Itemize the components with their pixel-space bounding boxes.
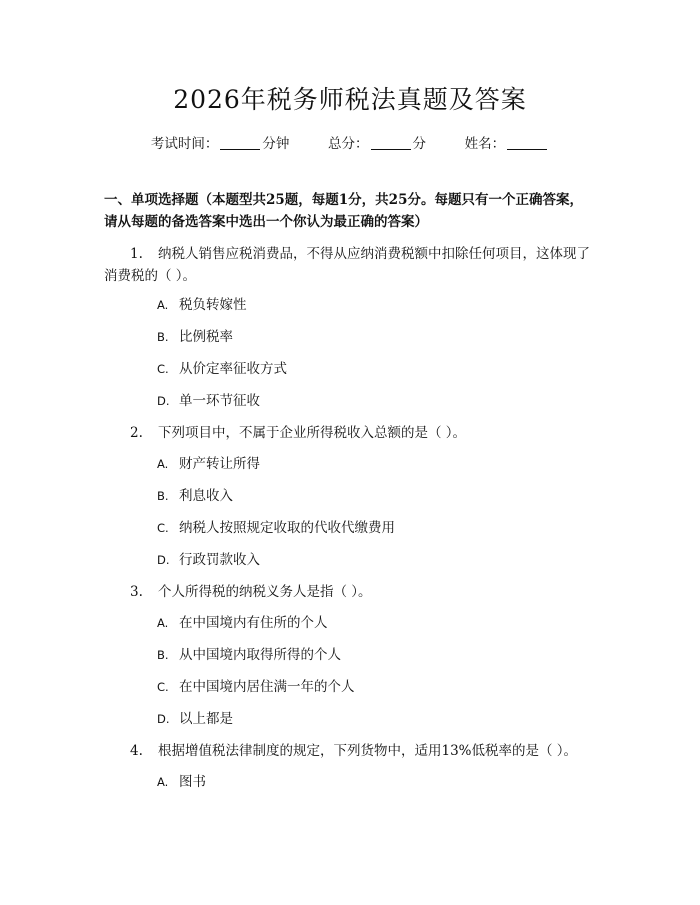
- question-2: [104, 422, 596, 444]
- question-1: [104, 243, 596, 287]
- option-letter: B.: [157, 489, 169, 503]
- option-text: 单一环节征收: [179, 393, 260, 409]
- option-letter: C.: [157, 521, 169, 535]
- question-text: 下列项目中，不属于企业所得税收入总额的是（ ）。: [158, 425, 467, 441]
- question-2-option-c: [157, 518, 395, 538]
- question-text: 纳税人销售应税消费品，不得从应纳消费税额中扣除任何项目，这体现了消费税的（ ）。: [104, 246, 590, 284]
- question-text: 个人所得税的纳税义务人是指（ ）。: [158, 584, 372, 600]
- option-letter: D.: [157, 394, 170, 408]
- question-2-option-b: [157, 486, 233, 506]
- option-text: 行政罚款收入: [179, 552, 260, 568]
- score-blank: [371, 137, 411, 150]
- option-letter: C.: [157, 362, 169, 376]
- option-letter: B.: [157, 648, 169, 662]
- question-1-option-c: [157, 359, 287, 379]
- option-letter: D.: [157, 712, 170, 726]
- question-number: 2.: [130, 425, 143, 441]
- question-number: 3.: [130, 584, 143, 600]
- score-unit: 分: [412, 136, 426, 152]
- exam-meta-line: [0, 132, 700, 152]
- question-number: 1.: [130, 246, 143, 262]
- question-3-option-c: [157, 677, 355, 697]
- score-label: 总分：: [328, 136, 369, 152]
- option-letter: A.: [157, 775, 169, 789]
- question-2-option-d: [157, 550, 260, 570]
- question-3-option-a: [157, 613, 328, 633]
- name-label: 姓名：: [464, 136, 506, 152]
- option-text: 从价定率征收方式: [179, 361, 287, 377]
- question-1-option-a: [157, 295, 247, 315]
- option-text: 纳税人按照规定收取的代收代缴费用: [179, 520, 395, 536]
- question-2-option-a: [157, 454, 260, 474]
- option-letter: D.: [157, 553, 170, 567]
- option-text: 以上都是: [179, 711, 233, 727]
- question-1-option-d: [157, 391, 260, 411]
- time-unit: 分钟: [262, 136, 290, 152]
- question-3-option-d: [157, 709, 233, 729]
- option-text: 利息收入: [179, 488, 233, 504]
- question-number: 4.: [130, 743, 143, 759]
- option-text: 在中国境内有住所的个人: [179, 615, 328, 631]
- option-text: 在中国境内居住满一年的个人: [179, 679, 355, 695]
- question-3: [104, 581, 596, 603]
- time-blank: [220, 137, 260, 150]
- option-letter: C.: [157, 680, 169, 694]
- option-letter: A.: [157, 298, 169, 312]
- option-text: 财产转让所得: [179, 456, 260, 472]
- question-1-option-b: [157, 327, 233, 347]
- time-label: 考试时间：: [150, 136, 219, 152]
- option-letter: A.: [157, 616, 169, 630]
- name-blank: [507, 137, 547, 150]
- page-title: 2026年税务师税法真题及答案: [173, 85, 527, 114]
- option-letter: A.: [157, 457, 169, 471]
- question-4: [104, 740, 596, 762]
- option-text: 图书: [179, 774, 206, 790]
- option-letter: B.: [157, 330, 169, 344]
- question-3-option-b: [157, 645, 341, 665]
- option-text: 比例税率: [179, 329, 233, 345]
- option-text: 税负转嫁性: [179, 297, 247, 313]
- question-text: 根据增值税法律制度的规定，下列货物中，适用13%低税率的是（ ）。: [158, 743, 578, 759]
- question-4-option-a: [157, 772, 206, 792]
- section-header: 一、单项选择题（本题型共25题，每题1分，共25分。每题只有一个正确答案，请从每题的备选答案中选出一个你认为最正确的答案）: [104, 192, 583, 230]
- option-text: 从中国境内取得所得的个人: [179, 647, 341, 663]
